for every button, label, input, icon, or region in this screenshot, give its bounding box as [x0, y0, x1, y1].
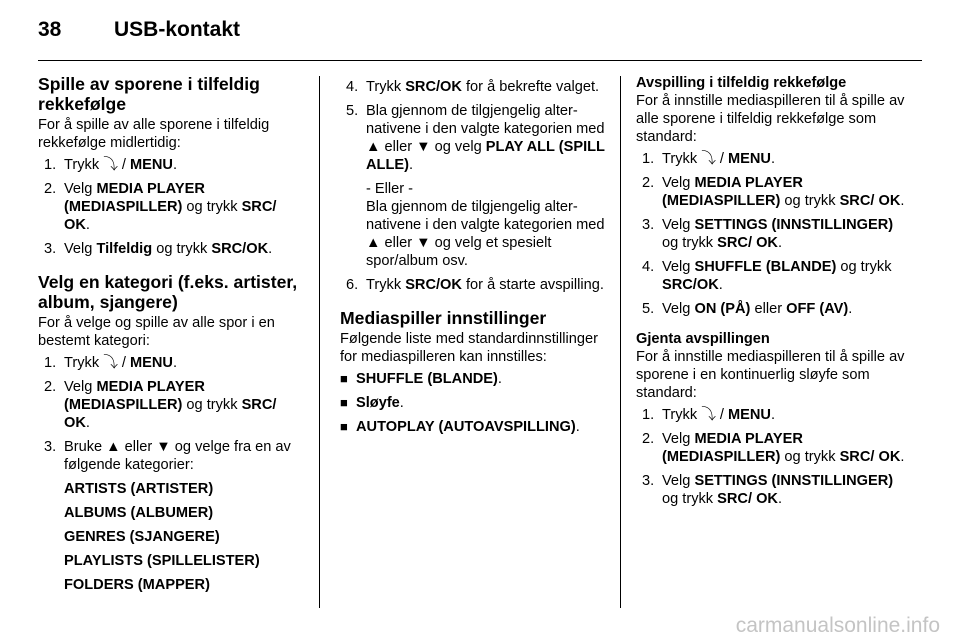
- section-title: Mediaspiller innstillinger: [340, 308, 547, 328]
- list-item: ■ AUTOPLAY (AUTOAVSPILLING).: [340, 419, 580, 435]
- page-header: [38, 18, 240, 48]
- section-intro: For å innstille mediaspilleren til å spille av alle sporene i tilfeldig rekkefølge som standard:: [636, 93, 905, 145]
- bullet-square-icon: ■: [340, 395, 348, 410]
- subsection-title: Avspilling i tilfeldig rekkefølge: [636, 75, 847, 91]
- steps-list: [38, 354, 304, 474]
- category-item: GENRES (SJANGERE): [64, 529, 220, 545]
- menu-arrow-icon: ⤵: [103, 157, 118, 173]
- section-intro: For å innstille mediaspilleren til å spille av sporene i en kontinuerlig sløyfe som standard:: [636, 349, 905, 401]
- step-item: 4. Trykk SRC/OK for å bekrefte valget.: [346, 79, 600, 95]
- step-item: 2. Velg MEDIA PLAYER (MEDIASPILLER) og trykk SRC/ OK.: [642, 431, 905, 465]
- step-item: 2. Velg MEDIA PLAYER (MEDIASPILLER) og trykk SRC/ OK.: [642, 175, 905, 209]
- column-2: [340, 74, 606, 442]
- page-title: USB-kontakt: [114, 18, 241, 41]
- step-item: 6. Trykk SRC/OK for å starte avspilling.: [346, 277, 604, 293]
- step-item: 1. Trykk ⤵ / MENU.: [44, 355, 178, 371]
- step-item: 1. Trykk ⤵ / MENU.: [642, 407, 776, 423]
- step-item: 5. Bla gjennom de tilgjengelig alternativene i den valgte kategorien med ▲ eller ▼ og velg PLAY ALL (SPILL ALLE). - Eller - Bla gjennom de tilgjengelig alternativene i den valgte kategorien med ▲ eller ▼ og velg et spesielt spor/album osv.: [346, 103, 605, 269]
- bullet-square-icon: ■: [340, 419, 348, 434]
- or-separator: - Eller -: [366, 181, 414, 197]
- list-item: ■ SHUFFLE (BLANDE).: [340, 371, 502, 387]
- header-rule: [38, 60, 922, 61]
- section-title: Spille av sporene i tilfeldig rekkefølge: [38, 74, 260, 114]
- list-item: ■ Sløyfe.: [340, 395, 404, 411]
- step-item: 3. Velg SETTINGS (INNSTILLINGER) og trykk SRC/ OK.: [642, 217, 894, 251]
- category-item: ALBUMS (ALBUMER): [64, 505, 214, 521]
- section-intro: For å spille av alle sporene i tilfeldig rekkefølge midlertidig:: [38, 117, 270, 151]
- step-item: 3. Velg SETTINGS (INNSTILLINGER) og trykk SRC/ OK.: [642, 473, 894, 507]
- settings-list: [340, 370, 606, 436]
- menu-arrow-icon: ⤵: [103, 355, 118, 371]
- bullet-square-icon: ■: [340, 371, 348, 386]
- column-3: [636, 74, 908, 514]
- category-item: PLAYLISTS (SPILLELISTER): [64, 553, 260, 569]
- section-intro: Følgende liste med standardinnstillinger for mediaspilleren kan innstilles:: [340, 331, 598, 365]
- step-item: 3. Velg Tilfeldig og trykk SRC/OK.: [44, 241, 273, 257]
- column-divider: [319, 76, 320, 608]
- step-item: 1. Trykk ⤵ / MENU.: [44, 157, 178, 173]
- page-number: 38: [38, 18, 62, 41]
- category-list: [38, 480, 304, 594]
- step-item: 3. Bruke ▲ eller ▼ og velge fra en av følgende kategorier:: [44, 439, 291, 473]
- column-1: [38, 74, 304, 600]
- step-item: 2. Velg MEDIA PLAYER (MEDIASPILLER) og trykk SRC/ OK.: [44, 181, 277, 233]
- column-divider: [620, 76, 621, 608]
- alternative-text: Bla gjennom de tilgjengelig alternativene i den valgte kategorien med ▲ eller ▼ og velg et spesielt spor/album osv.: [366, 199, 605, 269]
- watermark: carmanualsonline.info: [735, 614, 940, 637]
- steps-list: [38, 156, 304, 258]
- step-item: 2. Velg MEDIA PLAYER (MEDIASPILLER) og trykk SRC/ OK.: [44, 379, 277, 431]
- steps-list: [636, 150, 908, 318]
- menu-arrow-icon: ⤵: [701, 151, 716, 167]
- section-intro: For å velge og spille av alle spor i en bestemt kategori:: [38, 315, 275, 349]
- category-item: ARTISTS (ARTISTER): [64, 481, 214, 497]
- step-item: 1. Trykk ⤵ / MENU.: [642, 151, 776, 167]
- steps-list: [340, 78, 606, 294]
- steps-list: [636, 406, 908, 508]
- category-item: FOLDERS (MAPPER): [64, 577, 210, 593]
- subsection-title: Gjenta avspillingen: [636, 331, 770, 347]
- section-title: Velg en kategori (f.eks. artister, album, sjangere): [38, 272, 298, 312]
- step-item: 5. Velg ON (PÅ) eller OFF (AV).: [642, 301, 853, 317]
- menu-arrow-icon: ⤵: [701, 407, 716, 423]
- step-item: 4. Velg SHUFFLE (BLANDE) og trykk SRC/OK.: [642, 259, 892, 293]
